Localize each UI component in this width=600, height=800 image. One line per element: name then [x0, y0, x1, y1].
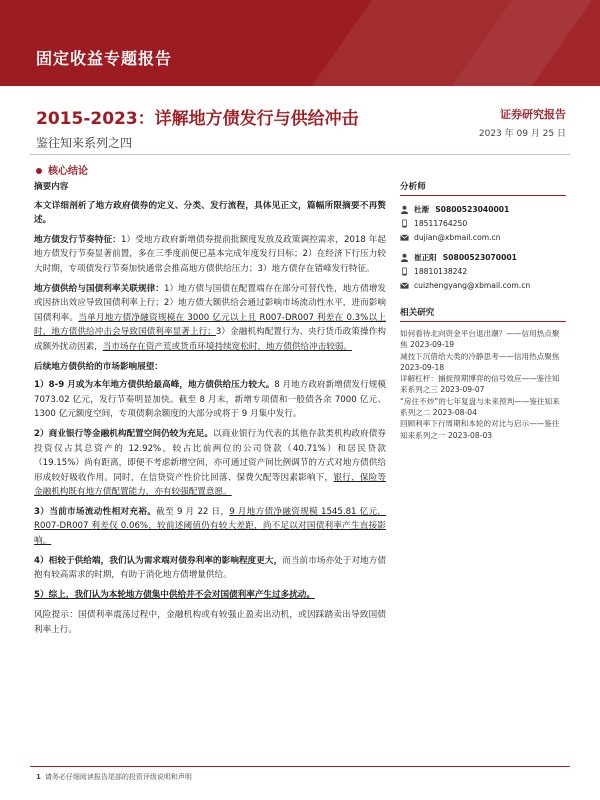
- outlook-heading: 后续地方债供给的市场影响展望：: [34, 361, 163, 372]
- related-research-list: [400, 328, 566, 441]
- footer-disclaimer: 请务必仔细阅读报告尾部的投资评级说明和声明: [44, 773, 192, 781]
- analyst-phone-row: 18511764250: [400, 216, 566, 230]
- report-type-label: 证券研究报告: [500, 108, 566, 121]
- mail-icon: [400, 281, 409, 290]
- summary-column: [34, 180, 386, 643]
- phone-icon: [400, 219, 409, 228]
- page-number: 1: [36, 773, 41, 781]
- divider: [30, 154, 570, 155]
- banner-title: 固定收益专题报告: [36, 49, 173, 68]
- mail-icon: [400, 233, 409, 242]
- paragraph-supply-rates: 地方债供给与国债利率关联规律：1）地方债与国债在配置端存在部分可替代性，地方债增发或因挤出效应导致国债利率上行；2）地方债大额供给会通过影响市场流动性水平，进而影响国债利率。当单月地方债净融资规模在 3000 亿元以上且 R007-DR007 利差在 0.3%以上时，地方债供给冲击会导致国债利率显著上行；3）金融机构配置行为、央行货币政策操作构成额外扰动因素，当市场存在资产荒或货币环境持续宽松时，地方债供给冲击较弱。: [34, 283, 386, 352]
- analyst-name-row: 崔正阳 S0800523070001: [400, 250, 566, 264]
- person-icon: [400, 253, 409, 262]
- analyst-card: [400, 250, 566, 292]
- analyst-name-row: 杜渐 S0800523040001: [400, 202, 566, 216]
- page-footer: [36, 772, 192, 782]
- related-research-item[interactable]: 如何看待北向资金平台退出潮？——信用热点聚焦 2023-09-19: [400, 329, 560, 350]
- outlook-item-3: 3）当前市场流动性相对充裕。截至 9 月 22 日，9 月地方债净融资规模 1545.81 亿元，R007-DR007 利差仅 0.06%，较前述阈值仍有较大差距，尚不足以对国债利率产生直接影响。: [34, 506, 386, 547]
- paragraph-issuance-rhythm: 地方债发行节奏特征：1）受地方政府新增债券提前批额度发放及政策调控需求，2018 年起地方债发行节奏显著前置，多在三季度前便已基本完成年度发行目标；2）在经济下行压力较大时期，专项债发行节奏加快通常会推高地方债供给压力；3）地方债存在错峰发行特征。: [34, 234, 386, 274]
- related-research-item[interactable]: 减技下沉借给大类的冷静思考——信用热点聚焦 2023-09-18: [400, 351, 560, 372]
- outlook-item-1: 1）8-9 月或为本年地方债供给最高峰，地方债供给压力较大。8 月地方政府新增债发行规模 7073.02 亿元，发行节奏明显加快。截至 8 月末，新增专项债和一般债各余 7000 亿元、1300 亿元额度空间，专项债剩余额度的大部分或将于 9 月集中发行。: [34, 380, 386, 420]
- analyst-email-row[interactable]: dujian@xbmail.com.cn: [400, 230, 566, 244]
- series-subtitle: 鉴往知来系列之四: [36, 136, 133, 150]
- outlook-item-2: 2）商业银行等金融机构配置空间仍较为充足。以商业银行为代表的其他存款类机构政府债券投资仅占其总资产的 12.92%，较占比前两位的公司贷款（40.71%）和居民贷款（19.15%）尚有距离，即便不考虑新增空间，亦可通过资产间比例调节的方式对地方债供给形成较好吸收作用。同时，在信贷资产性价比回落、保费欠配等因素影响下，银行、保险等金融机构既有地方债配置能力，亦有较强配置意愿。: [34, 428, 386, 498]
- risk-warning: 风险提示：国债利率震荡过程中，金融机构或有较强止盈卖出动机，或因踩踏卖出导致国债利率上行。: [34, 610, 386, 636]
- footer-divider: [30, 766, 570, 767]
- report-date: 2023 年 09 月 25 日: [478, 129, 566, 139]
- analyst-card: [400, 202, 566, 244]
- related-research-item[interactable]: 回顾利率下行周期和本轮的对比与启示——鉴往知来系列之一 2023-08-03: [400, 419, 560, 440]
- summary-label: 摘要内容: [34, 182, 69, 192]
- sidebar: [400, 180, 566, 441]
- related-research-item[interactable]: 详解杠杆：捕捉预期博弈的信号效应——鉴往知来系列之三 2023-09-07: [400, 374, 560, 395]
- analyst-heading: 分析师: [400, 180, 566, 196]
- bullet-icon: [36, 168, 42, 174]
- analyst-phone-row: 18810138242: [400, 264, 566, 278]
- phone-icon: [400, 267, 409, 276]
- analyst-email-row[interactable]: cuizhengyang@xbmail.com.cn: [400, 278, 566, 292]
- outlook-item-4: 4）相较于供给端，我们认为需求端对债券利率的影响程度更大，而当前市场亦处于对地方债抱有较高需求的时期，有助于消化地方债增量供给。: [34, 555, 386, 581]
- related-research-item[interactable]: “房住不炒”的七年复盘与未来预判——鉴往知来系列之二 2023-08-04: [400, 396, 560, 418]
- summary-intro: 本文详细剖析了地方政府债券的定义、分类、发行流程，具体见正文，篇幅所限摘要不再赘述。: [34, 200, 386, 226]
- core-conclusion-heading: 核心结论: [36, 162, 88, 177]
- related-research-heading: 相关研究: [400, 306, 566, 322]
- outlook-item-5: 5）综上，我们认为本轮地方债集中供给并不会对国债利率产生过多扰动。: [34, 589, 315, 600]
- person-icon: [400, 205, 409, 214]
- header-banner: [0, 0, 600, 86]
- report-title: 2015-2023：详解地方债发行与供给冲击: [36, 109, 359, 129]
